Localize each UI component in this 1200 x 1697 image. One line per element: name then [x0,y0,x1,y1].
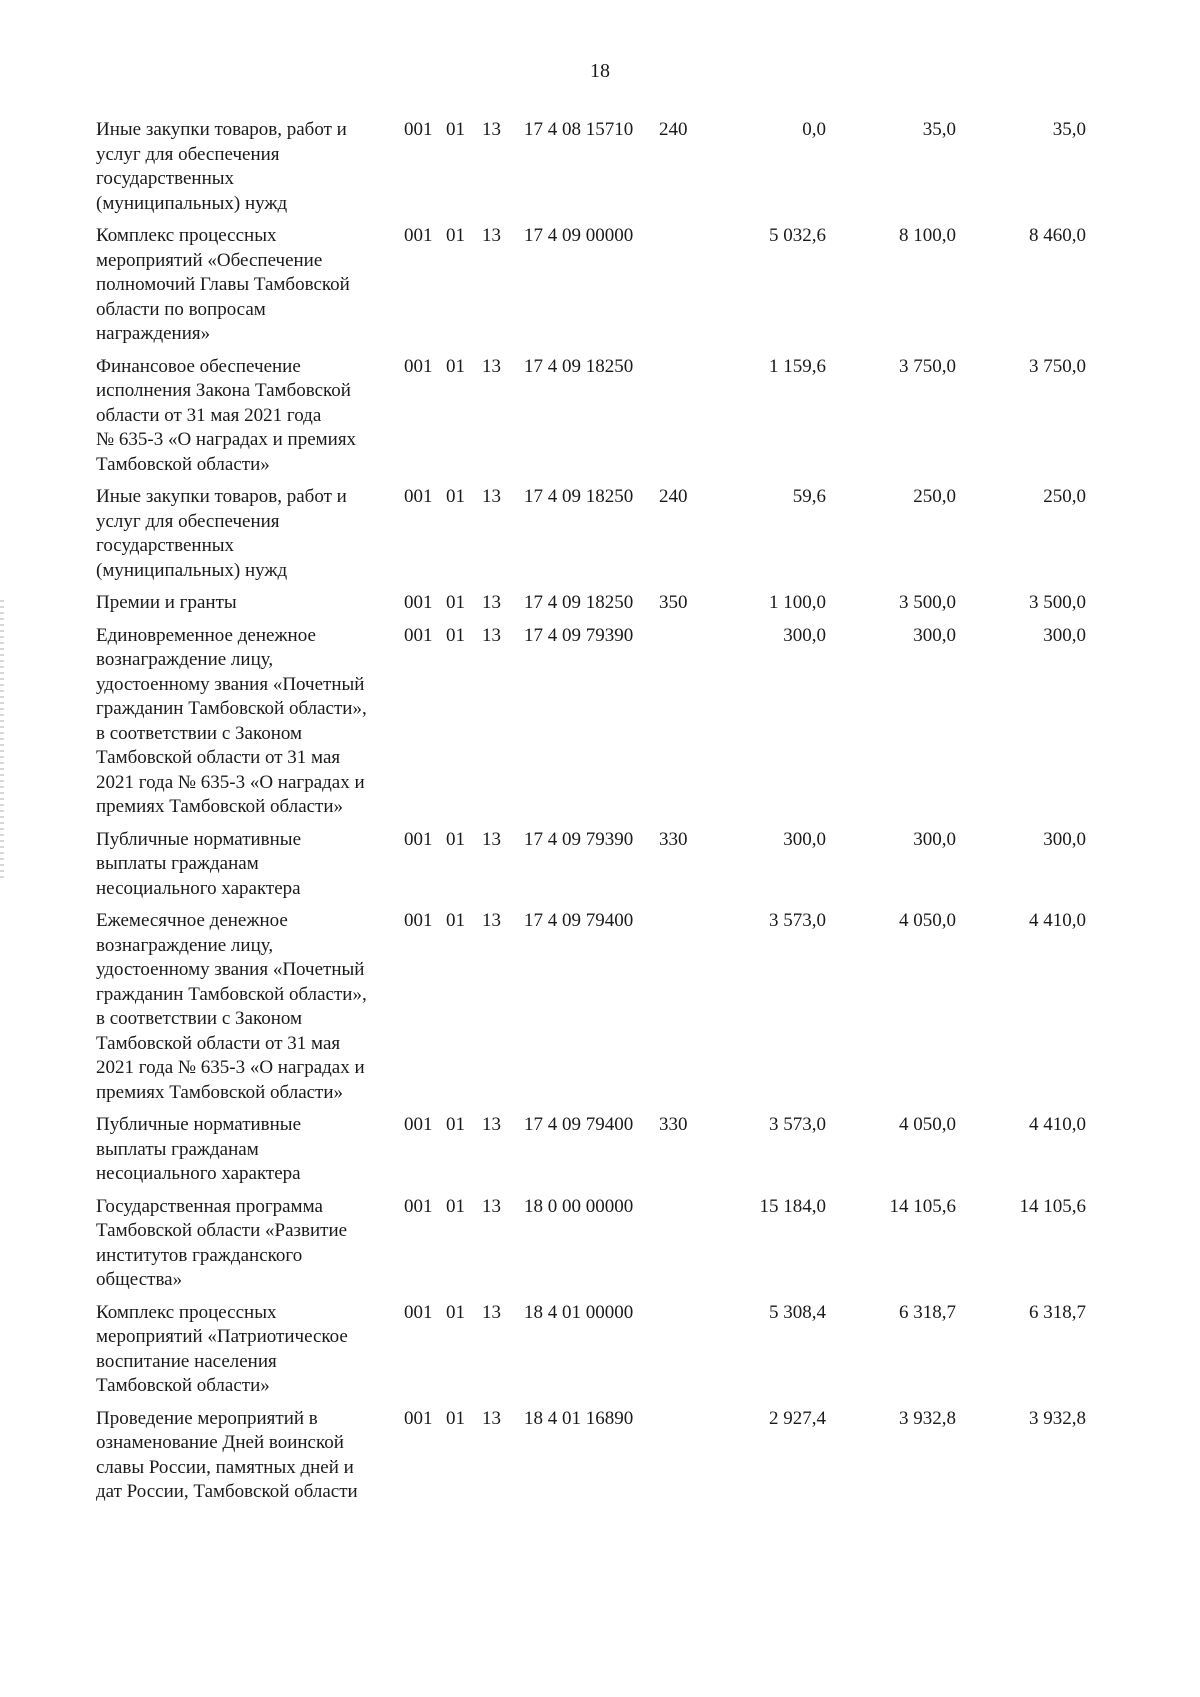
ministry-code: 001 [404,910,433,931]
ministry-code: 001 [404,624,433,646]
row-name: Финансовое обеспечение исполнения Закона Тамбовской области от 31 мая 2021 года № 635-3 «О наградах и премиях Тамбовской области» [96,355,357,475]
target-article: 17 4 09 00000 [524,225,634,246]
row-name: Единовременное денежное вознаграждение лицу, удостоенному звания «Почетный гражданин Тамбовской области», в соответствии с Законом Тамбовской области от 31 мая 2021 года № 635-3 «О наградах и премиях Тамбовской области» [96,624,367,817]
section-code: 01 [446,225,465,246]
amount-year-1: 300,0 [783,624,826,646]
table-row [96,591,1186,624]
expense-type: 330 [659,1114,688,1135]
ministry-code: 001 [404,1114,433,1135]
ministry-code: 001 [404,355,433,377]
amount-year-3: 4 410,0 [1029,910,1086,931]
amount-year-1: 1 159,6 [769,355,826,377]
row-name: Премии и гранты [96,592,237,613]
section-code: 01 [446,1301,465,1323]
row-name: Публичные нормативные выплаты гражданам несоциального характера [96,828,302,899]
amount-year-3: 3 750,0 [1029,355,1086,377]
amount-year-1: 15 184,0 [759,1195,826,1217]
amount-year-2: 3 500,0 [899,592,956,613]
subsection-code: 13 [482,486,501,507]
target-article: 17 4 09 18250 [524,592,634,613]
subsection-code: 13 [482,592,501,613]
amount-year-2: 4 050,0 [899,1114,956,1135]
subsection-code: 13 [482,119,501,140]
section-code: 01 [446,910,465,931]
subsection-code: 13 [482,624,501,646]
section-code: 01 [446,1114,465,1135]
target-article: 18 4 01 00000 [524,1301,634,1323]
table-row [96,1113,1186,1195]
row-name: Комплекс процессных мероприятий «Патриотическое воспитание населения Тамбовской области» [96,1301,348,1396]
ministry-code: 001 [404,119,433,140]
ministry-code: 001 [404,225,433,246]
amount-year-2: 4 050,0 [899,910,956,931]
amount-year-3: 250,0 [1043,486,1086,507]
ministry-code: 001 [404,828,433,850]
row-name: Государственная программа Тамбовской области «Развитие институтов гражданского общества» [96,1195,348,1290]
row-name: Комплекс процессных мероприятий «Обеспечение полномочий Главы Тамбовской области по вопросам награждения» [96,225,350,344]
amount-year-3: 14 105,6 [1019,1195,1086,1217]
scan-edge-marks [0,600,4,880]
section-code: 01 [446,1195,465,1217]
amount-year-1: 2 927,4 [769,1407,826,1429]
table-row [96,1407,1186,1513]
table-row [96,118,1186,224]
table-row [96,485,1186,591]
table-row [96,909,1186,1113]
expense-type: 330 [659,828,688,850]
expense-type: 240 [659,119,688,140]
subsection-code: 13 [482,225,501,246]
row-name: Проведение мероприятий в ознаменование Дней воинской славы России, памятных дней и дат России, Тамбовской области [96,1407,358,1502]
target-article: 17 4 09 18250 [524,486,634,507]
amount-year-2: 6 318,7 [899,1301,956,1323]
amount-year-2: 3 750,0 [899,355,956,377]
ministry-code: 001 [404,486,433,507]
subsection-code: 13 [482,1114,501,1135]
section-code: 01 [446,624,465,646]
subsection-code: 13 [482,355,501,377]
target-article: 17 4 09 79390 [524,828,634,850]
amount-year-1: 5 032,6 [769,225,826,246]
section-code: 01 [446,355,465,377]
target-article: 18 4 01 16890 [524,1407,634,1429]
section-code: 01 [446,486,465,507]
target-article: 17 4 09 79400 [524,1114,634,1135]
amount-year-2: 300,0 [913,828,956,850]
amount-year-3: 300,0 [1043,624,1086,646]
subsection-code: 13 [482,1195,501,1217]
expense-type: 350 [659,592,688,613]
amount-year-1: 59,6 [792,486,826,507]
table-row [96,624,1186,828]
table-row [96,355,1186,486]
ministry-code: 001 [404,1195,433,1217]
subsection-code: 13 [482,828,501,850]
amount-year-1: 5 308,4 [769,1301,826,1323]
amount-year-1: 3 573,0 [769,910,826,931]
amount-year-3: 35,0 [1052,119,1086,140]
row-name: Ежемесячное денежное вознаграждение лицу, удостоенному звания «Почетный гражданин Тамбовской области», в соответствии с Законом Тамбовской области от 31 мая 2021 года № 635-3 «О наградах и премиях Тамбовской области» [96,910,367,1103]
ministry-code: 001 [404,1301,433,1323]
table-row [96,1195,1186,1301]
amount-year-3: 6 318,7 [1029,1301,1086,1323]
page-number: 18 [590,60,610,82]
amount-year-2: 300,0 [913,624,956,646]
section-code: 01 [446,592,465,613]
amount-year-2: 14 105,6 [889,1195,956,1217]
amount-year-2: 3 932,8 [899,1407,956,1429]
subsection-code: 13 [482,910,501,931]
amount-year-3: 3 500,0 [1029,592,1086,613]
subsection-code: 13 [482,1301,501,1323]
amount-year-2: 8 100,0 [899,225,956,246]
ministry-code: 001 [404,592,433,613]
amount-year-2: 35,0 [922,119,956,140]
expense-type: 240 [659,486,688,507]
budget-table [96,118,1186,1513]
table-row [96,828,1186,910]
section-code: 01 [446,828,465,850]
target-article: 18 0 00 00000 [524,1195,634,1217]
amount-year-2: 250,0 [913,486,956,507]
target-article: 17 4 09 79400 [524,910,634,931]
amount-year-1: 0,0 [802,119,826,140]
target-article: 17 4 09 79390 [524,624,634,646]
target-article: 17 4 09 18250 [524,355,634,377]
subsection-code: 13 [482,1407,501,1429]
amount-year-3: 300,0 [1043,828,1086,850]
section-code: 01 [446,119,465,140]
table-row [96,1301,1186,1407]
row-name: Иные закупки товаров, работ и услуг для обеспечения государственных (муниципальных) нужд [96,119,347,214]
target-article: 17 4 08 15710 [524,119,634,140]
row-name: Публичные нормативные выплаты гражданам несоциального характера [96,1114,302,1184]
amount-year-3: 8 460,0 [1029,225,1086,246]
ministry-code: 001 [404,1407,433,1429]
amount-year-3: 4 410,0 [1029,1114,1086,1135]
section-code: 01 [446,1407,465,1429]
amount-year-3: 3 932,8 [1029,1407,1086,1429]
row-name: Иные закупки товаров, работ и услуг для обеспечения государственных (муниципальных) нужд [96,486,347,581]
amount-year-1: 3 573,0 [769,1114,826,1135]
amount-year-1: 1 100,0 [769,592,826,613]
amount-year-1: 300,0 [783,828,826,850]
table-row [96,224,1186,355]
